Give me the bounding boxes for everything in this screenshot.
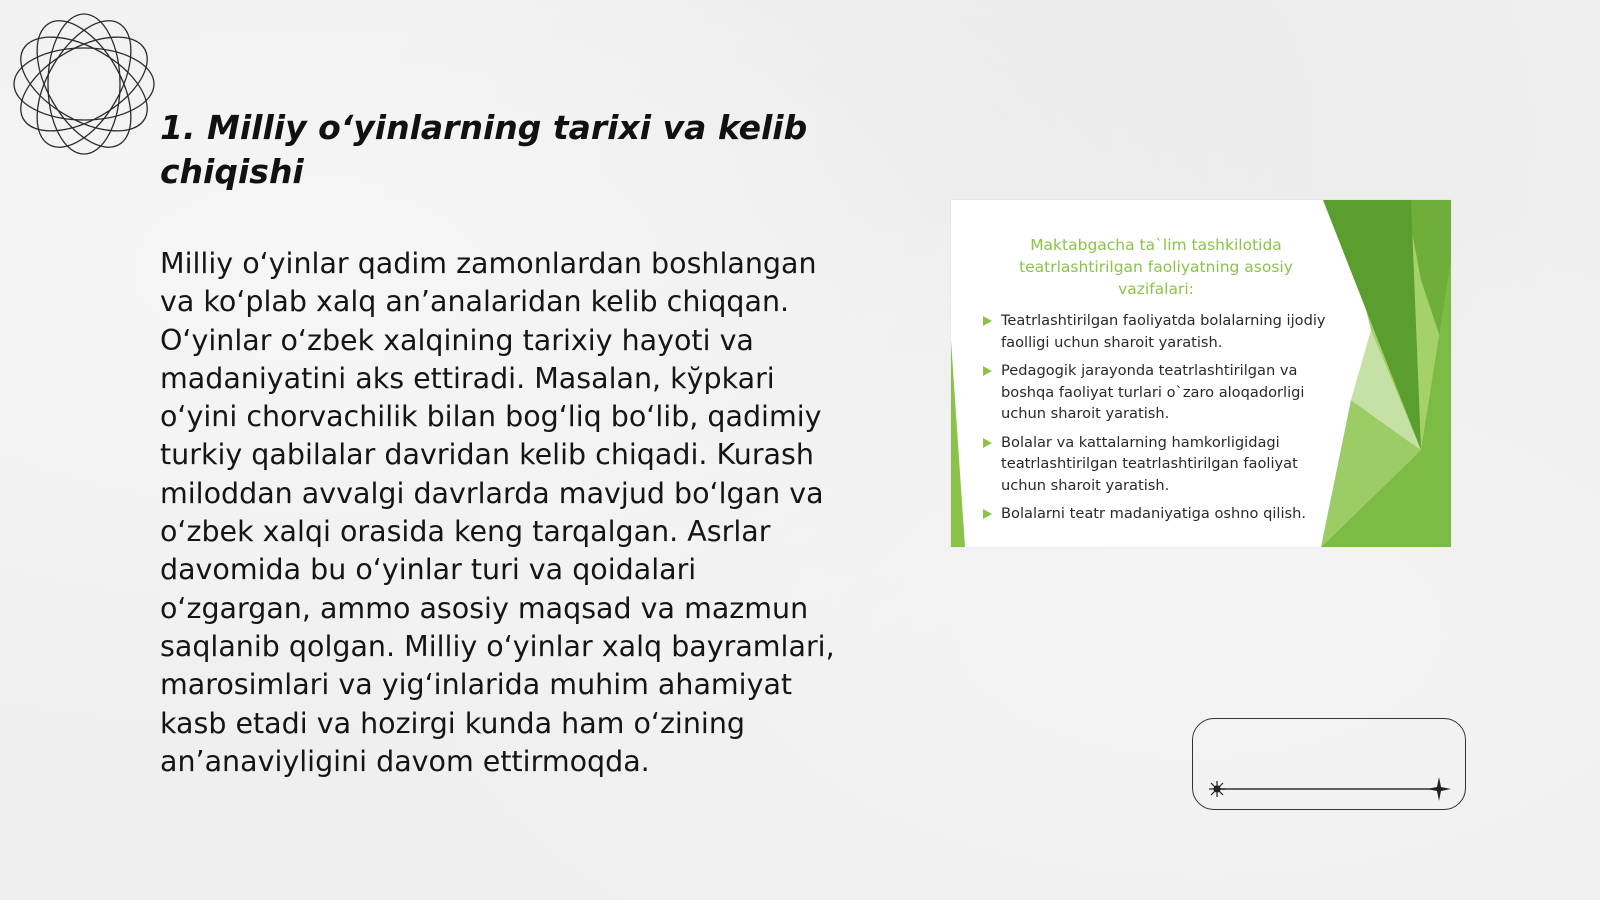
list-item: [983, 360, 1328, 425]
list-item: [983, 310, 1328, 353]
list-item: [983, 432, 1328, 497]
embedded-slide-title: Maktabgacha ta`lim tashkilotida teatrlashtirilgan faoliyatning asosiy vazifalari:: [1019, 236, 1293, 298]
body-text: Milliy o‘yinlar qadim zamonlardan boshlangan va ko‘plab xalq an’analaridan kelib chiqqan. O‘yinlar o‘zbek xalqining tarixiy hayoti va madaniyatini aks ettiradi. Masalan, kўpkari o‘yini chorvachilik bilan bog‘liq bo‘lib, qadimiy turkiy qabilalar davridan kelib chiqadi. Kurash miloddan avvalgi davrlarda mavjud bo‘lgan va o‘zbek xalqi orasida keng tarqalgan. Asrlar davomida bu o‘yinlar turi va qoidalari o‘zgargan, ammo asosiy maqsad va mazmun saqlanib qolgan. Milliy o‘yinlar xalq bayramlari, marosimlari va yig‘inlarida muhim ahamiyat kasb etadi va hozirgi kunda ham o‘zining an’anaviyligini davom ettirmoqda.: [160, 247, 835, 778]
triangle-bullet-icon: [983, 509, 992, 519]
embedded-slide-image: [951, 200, 1451, 547]
list-item-text: Teatrlashtirilgan faoliyatda bolalarning ijodiy faolligi uchun sharoit yaratish.: [1001, 312, 1326, 351]
triangle-bullet-icon: [983, 438, 992, 448]
triangle-bullet-icon: [983, 316, 992, 326]
list-item-text: Pedagogik jarayonda teatrlashtirilgan va boshqa faoliyat turlari o`zaro aloqadorligi uchun sharoit yaratish.: [1001, 362, 1305, 422]
triangle-bullet-icon: [983, 366, 992, 376]
timeline-decoration: [1192, 718, 1466, 810]
cross-star-icon: [1427, 777, 1451, 801]
list-item-text: Bolalar va kattalarning hamkorligidagi teatrlashtirilgan teatrlashtirilgan faoliyat uchun sharoit yaratish.: [1001, 433, 1298, 494]
rings-icon: [10, 10, 158, 158]
list-item-text: Bolalarni teatr madaniyatiga oshno qilish.: [1001, 505, 1307, 522]
slide-title: 1. Milliy o‘yinlarning tarixi va kelib chiqishi: [160, 108, 808, 191]
list-item: [983, 503, 1328, 525]
sparkle-icon: [1209, 781, 1225, 797]
embedded-slide-list: [983, 310, 1328, 532]
